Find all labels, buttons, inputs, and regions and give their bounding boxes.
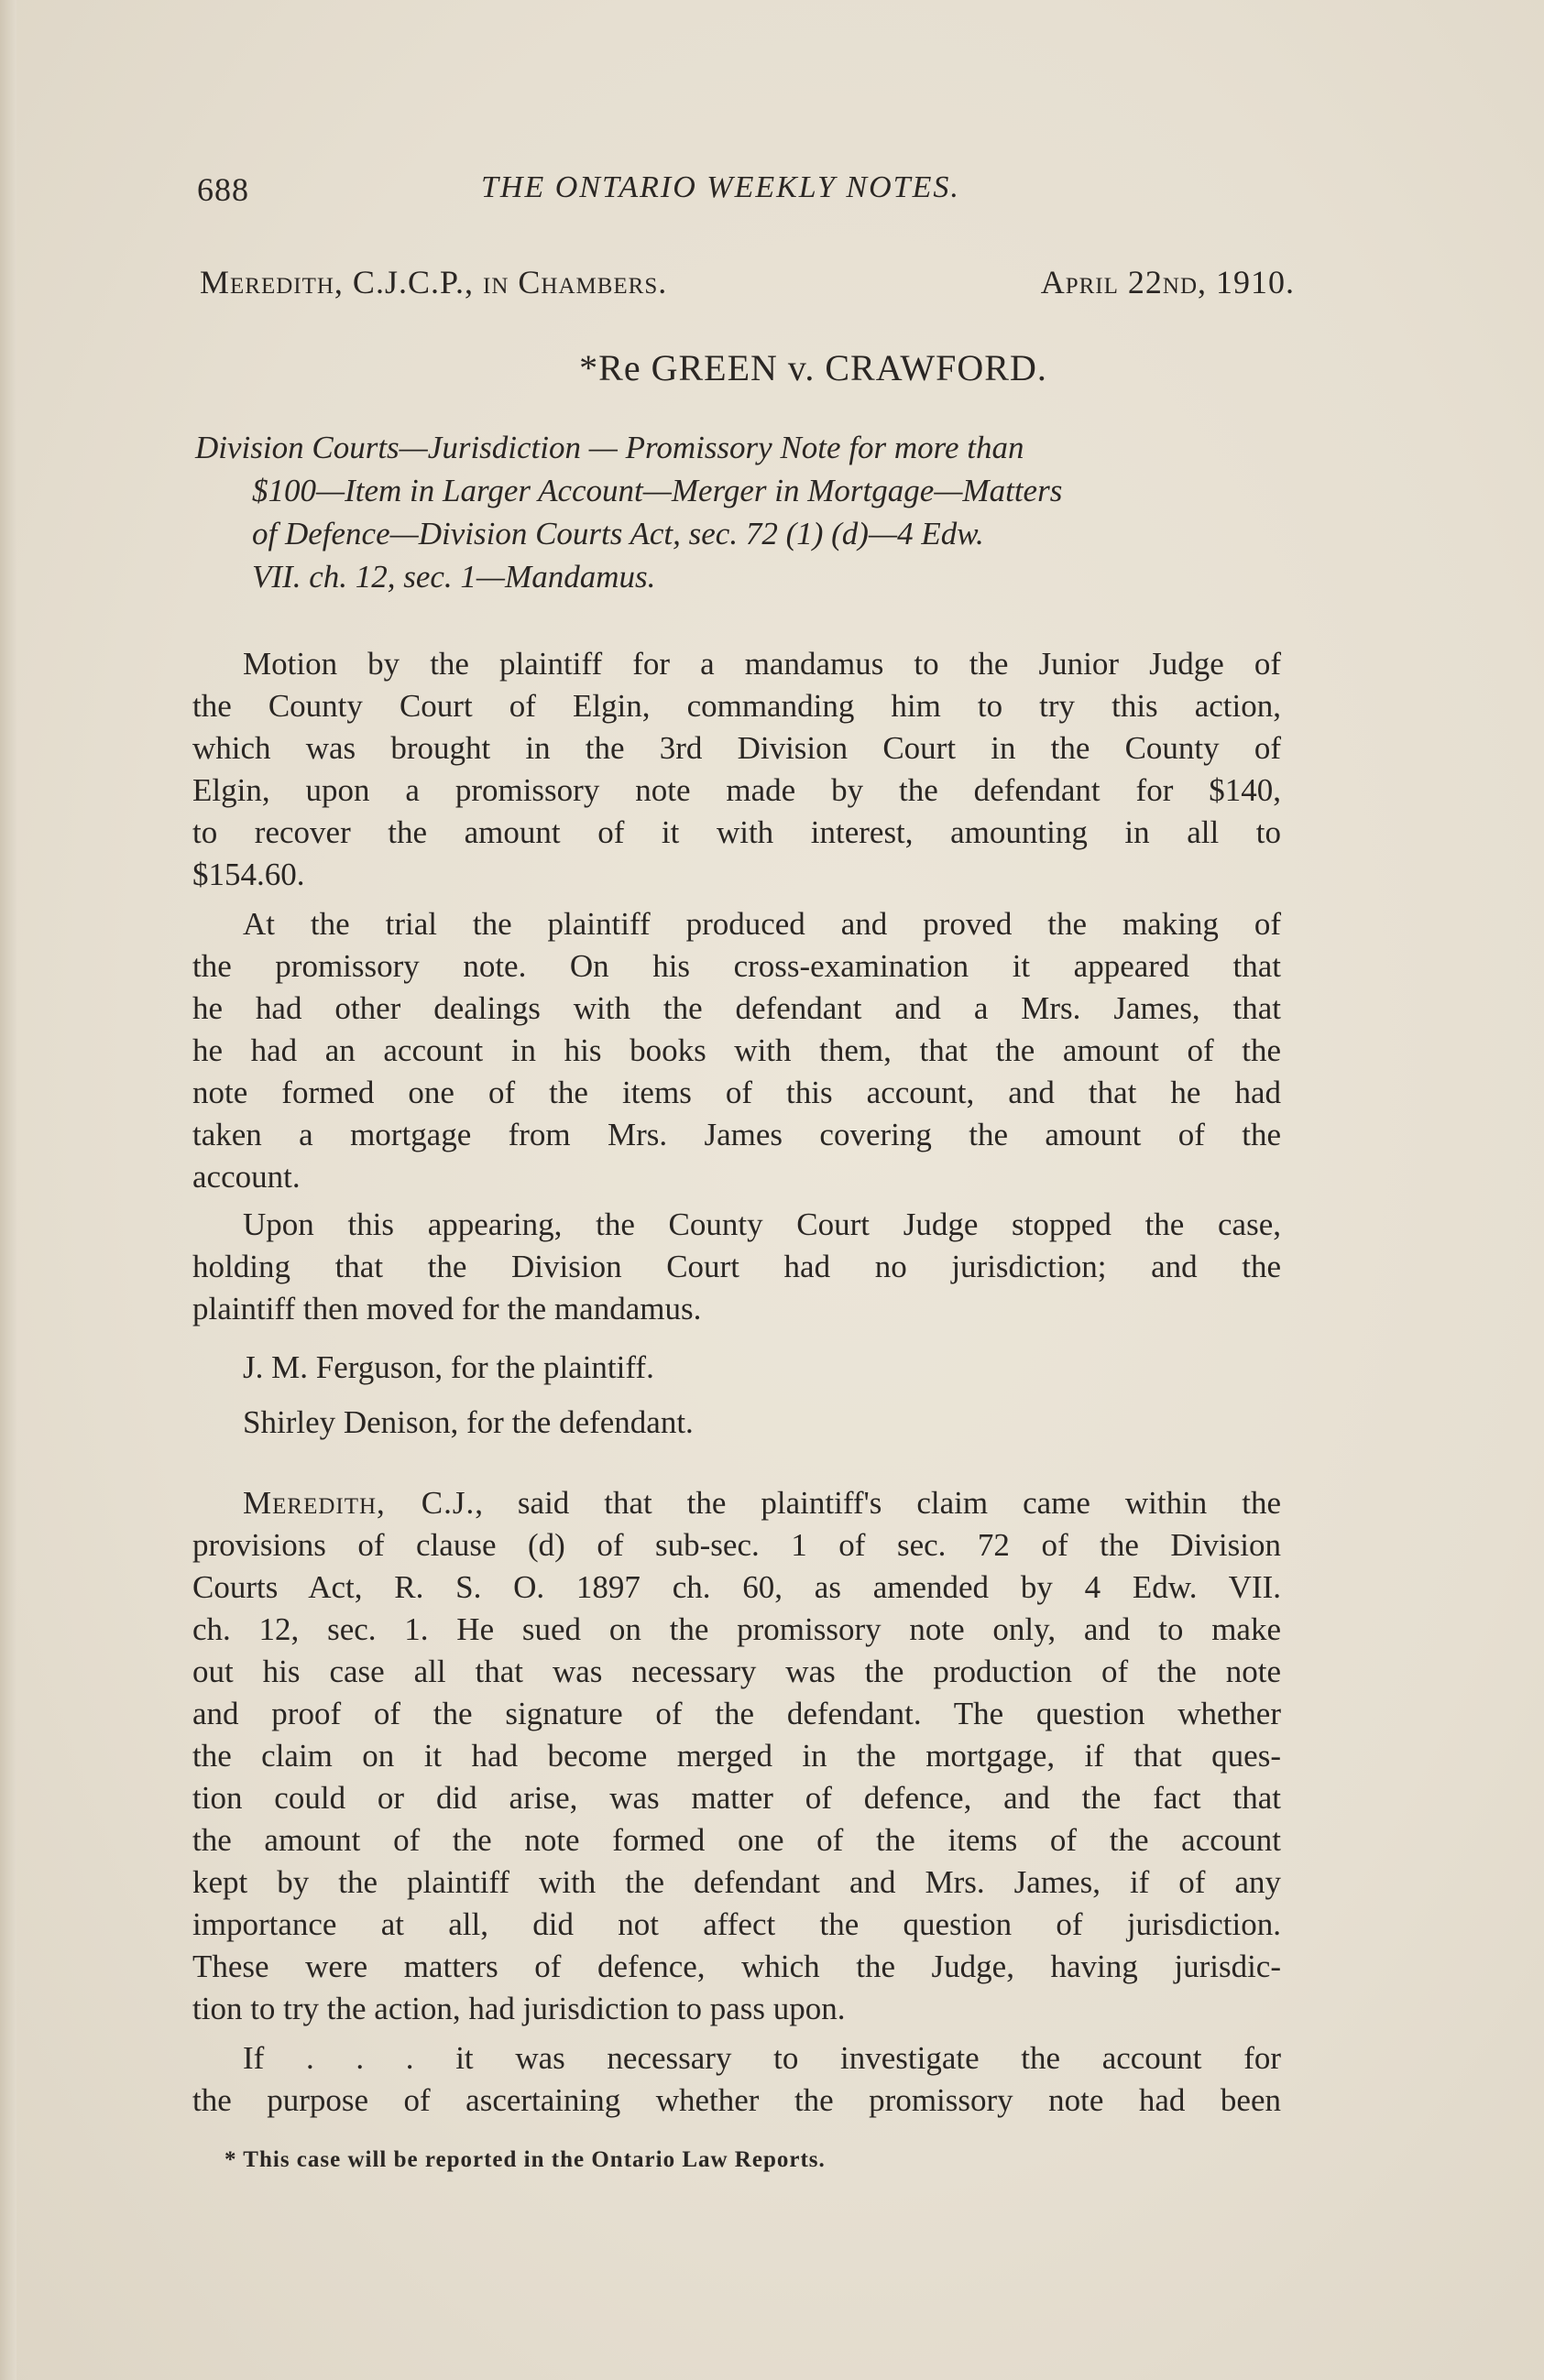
text-line: to recover the amount of it with interest, amounting in all to: [192, 814, 1281, 850]
text-line: At the trial the plaintiff produced and proved the making of: [243, 906, 1281, 942]
headnote: [195, 426, 1295, 598]
text-line: holding that the Division Court had no jurisdiction; and the: [192, 1249, 1281, 1284]
text-line: If . . . it was necessary to investigate the account for: [243, 2040, 1281, 2076]
footnote: * This case will be reported in the Ontario Law Reports.: [224, 2147, 826, 2172]
running-head: [197, 170, 1013, 213]
text-line: note formed one of the items of this account, and that he had: [192, 1075, 1281, 1110]
text-line: Courts Act, R. S. O. 1897 ch. 60, as amended by 4 Edw. VII.: [192, 1569, 1281, 1605]
text-line: which was brought in the 3rd Division Court in the County of: [192, 730, 1281, 766]
text-line: plaintiff then moved for the mandamus.: [192, 1291, 702, 1326]
text-line: tion could or did arise, was matter of defence, and the fact that: [192, 1780, 1281, 1816]
text-line: the claim on it had become merged in the mortgage, if that ques-: [192, 1738, 1281, 1774]
text-line: the promissory note. On his cross-examination it appeared that: [192, 948, 1281, 984]
text-line: Motion by the plaintiff for a mandamus to the Junior Judge of: [243, 646, 1281, 682]
court-date: April 22nd, 1910.: [1040, 264, 1295, 300]
text-line: he had other dealings with the defendant and a Mrs. James, that: [192, 990, 1281, 1026]
text-line: Upon this appearing, the County Court Judge stopped the case,: [243, 1206, 1281, 1242]
headnote-line: Division Courts—Jurisdiction — Promissory Note for more than: [195, 430, 1024, 465]
paragraph-account: [192, 2037, 1281, 2122]
headnote-line: VII. ch. 12, sec. 1—Mandamus.: [252, 559, 656, 595]
judge-name: Meredith, C.J.: [243, 1485, 476, 1521]
paragraph-stopped: [192, 1204, 1281, 1330]
text-line: These were matters of defence, which the Judge, having jurisdic-: [192, 1949, 1281, 1984]
journal-title: THE ONTARIO WEEKLY NOTES.: [481, 170, 960, 204]
text-line: he had an account in his books with them, that the amount of the: [192, 1032, 1281, 1068]
court-judge: Meredith, C.J.C.P., in Chambers.: [200, 264, 668, 300]
case-title: *Re GREEN v. CRAWFORD.: [579, 347, 1047, 388]
counsel-defendant: Shirley Denison, for the defendant.: [243, 1404, 694, 1440]
text-line: and proof of the signature of the defendant. The question whether: [192, 1696, 1281, 1731]
text-line: $154.60.: [192, 857, 305, 892]
text-line: out his case all that was necessary was the production of the note: [192, 1654, 1281, 1689]
text-line: ch. 12, sec. 1. He sued on the promissory note only, and to make: [192, 1611, 1281, 1647]
court-line: [200, 263, 1295, 305]
text-line: importance at all, did not affect the question of jurisdiction.: [192, 1906, 1281, 1942]
text-line: the purpose of ascertaining whether the promissory note had been: [192, 2082, 1281, 2118]
text-line: the County Court of Elgin, commanding him to try this action,: [192, 688, 1281, 724]
text-line: tion to try the action, had jurisdiction to pass upon.: [192, 1991, 846, 2026]
text-line: [192, 1482, 1281, 1524]
text-line: Elgin, upon a promissory note made by the defendant for $140,: [192, 772, 1281, 808]
text-line: provisions of clause (d) of sub-sec. 1 of sec. 72 of the Division: [192, 1527, 1281, 1563]
text-line: taken a mortgage from Mrs. James covering the amount of the: [192, 1117, 1281, 1152]
paragraph-trial: [192, 903, 1281, 1198]
headnote-line: $100—Item in Larger Account—Merger in Mortgage—Matters: [252, 473, 1063, 508]
text-line: the amount of the note formed one of the items of the account: [192, 1822, 1281, 1858]
headnote-line: of Defence—Division Courts Act, sec. 72 (1) (d)—4 Edw.: [252, 516, 984, 551]
paragraph-judgment: [192, 1482, 1281, 2030]
counsel-plaintiff: J. M. Ferguson, for the plaintiff.: [243, 1349, 654, 1385]
paragraph-motion: [192, 643, 1281, 896]
text-line-rest: , said that the plaintiff's claim came within the: [475, 1485, 1282, 1521]
page-number: 688: [197, 171, 249, 208]
text-line: kept by the plaintiff with the defendant and Mrs. James, if of any: [192, 1864, 1281, 1900]
text-line: account.: [192, 1159, 301, 1195]
